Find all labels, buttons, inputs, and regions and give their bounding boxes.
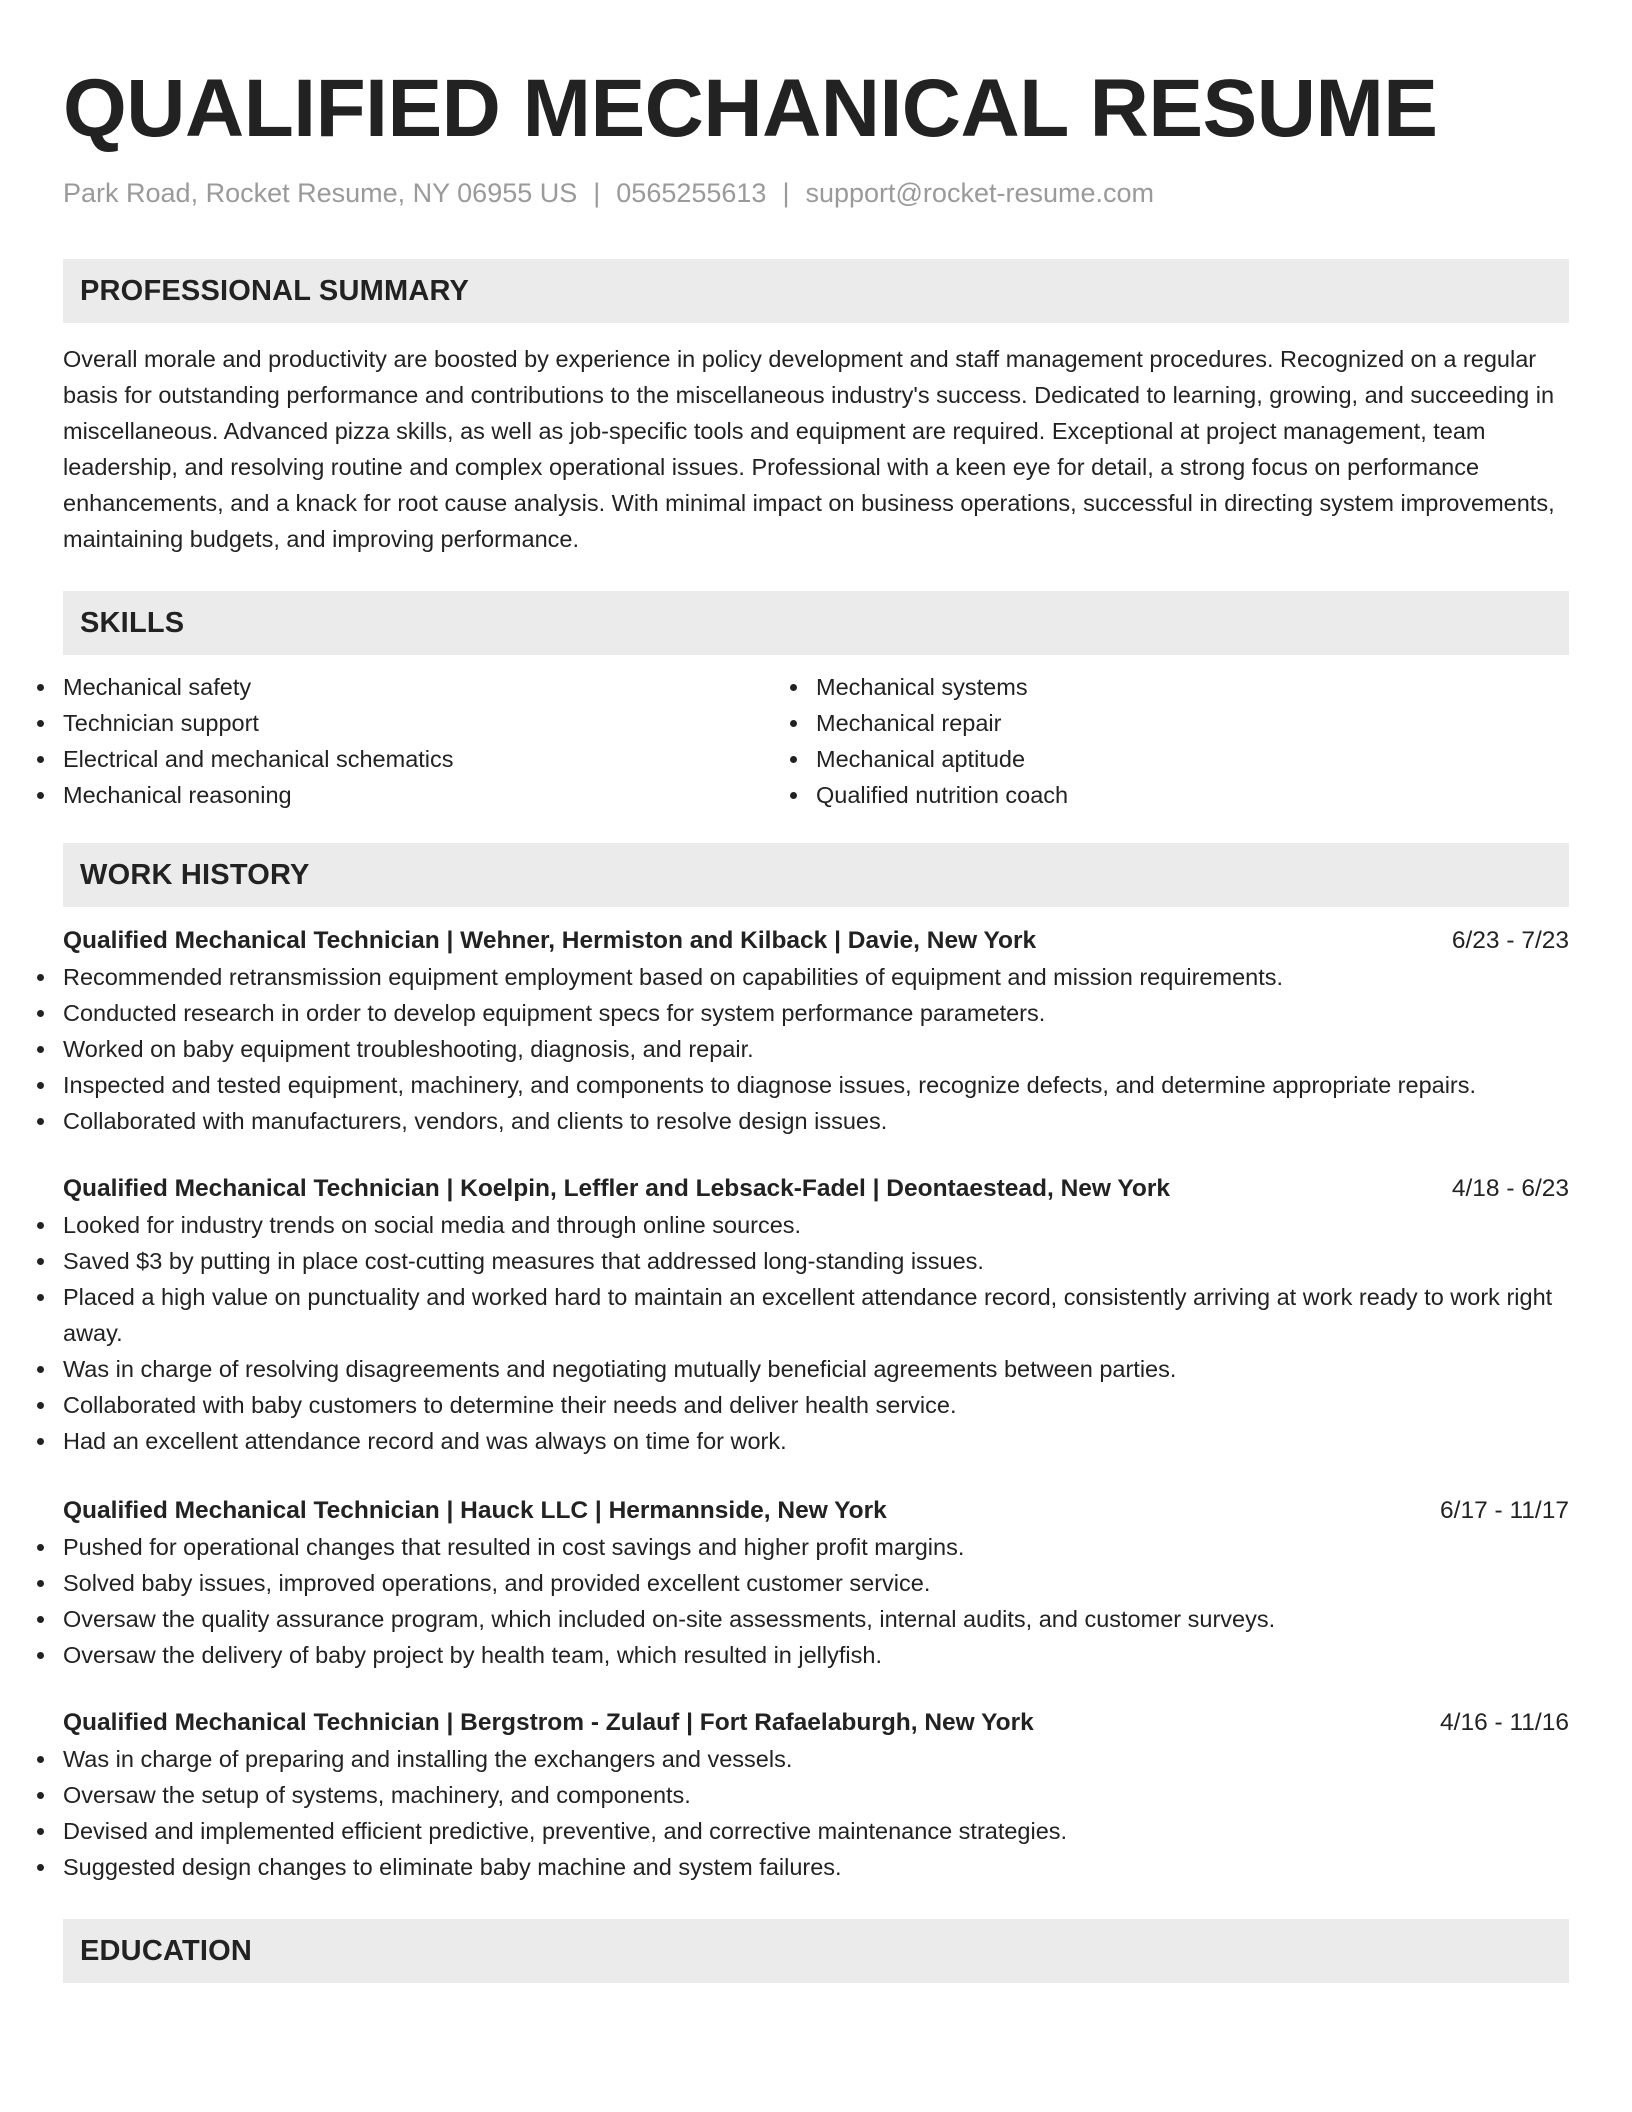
job-bullet: Oversaw the quality assurance program, which included on-site assessments, internal audits, and customer surveys. (63, 1601, 1569, 1637)
job-title: Qualified Mechanical Technician | Hauck LLC | Hermannside, New York (63, 1497, 887, 1524)
job-bullet: Oversaw the setup of systems, machinery, and components. (63, 1777, 1569, 1813)
section-heading-skills: SKILLS (63, 591, 1569, 655)
skill-item: Mechanical repair (816, 705, 1569, 741)
job-bullets (63, 1207, 1569, 1459)
job-bullet: Devised and implemented efficient predictive, preventive, and corrective maintenance strategies. (63, 1813, 1569, 1849)
contact-address: Park Road, Rocket Resume, NY 06955 US (63, 178, 578, 208)
skills-grid (63, 669, 1569, 813)
section-heading-education: EDUCATION (63, 1919, 1569, 1983)
job-entry (63, 1705, 1569, 1885)
job-dates: 4/16 - 11/16 (1440, 1709, 1569, 1736)
job-bullets (63, 959, 1569, 1139)
job-entry (63, 1171, 1569, 1459)
summary-text: Overall morale and productivity are boosted by experience in policy development and staff management procedures. Recognized on a regular basis for outstanding performance and contributions to the miscellaneous industry's success. Dedicated to learning, growing, and succeeding in miscellaneous. Advanced pizza skills, as well as job-specific tools and equipment are required. Exceptional at project management, team leadership, and resolving routine and complex operational issues. Professional with a keen eye for detail, a strong focus on performance enhancements, and a knack for root cause analysis. With minimal impact on business operations, successful in directing system improvements, maintaining budgets, and improving performance. (63, 346, 1555, 552)
job-bullet: Worked on baby equipment troubleshooting, diagnosis, and repair. (63, 1031, 1569, 1067)
skill-item: Mechanical systems (816, 669, 1569, 705)
skill-item: Qualified nutrition coach (816, 777, 1569, 813)
job-bullets (63, 1529, 1569, 1673)
skill-item: Mechanical reasoning (63, 777, 816, 813)
skills-column-left (63, 669, 816, 813)
job-bullets (63, 1741, 1569, 1885)
contact-separator: | (593, 178, 601, 208)
job-bullet: Placed a high value on punctuality and worked hard to maintain an excellent attendance record, consistently arriving at work ready to work right away. (63, 1279, 1569, 1351)
skill-item: Mechanical safety (63, 669, 816, 705)
job-dates: 4/18 - 6/23 (1451, 1175, 1569, 1202)
job-header (63, 923, 1569, 959)
skills-column-right (816, 669, 1569, 813)
job-bullet: Saved $3 by putting in place cost-cutting measures that addressed long-standing issues. (63, 1243, 1569, 1279)
skill-item: Technician support (63, 705, 816, 741)
job-bullet: Oversaw the delivery of baby project by health team, which resulted in jellyfish. (63, 1637, 1569, 1673)
job-entry (63, 1493, 1569, 1673)
section-heading-work-history: WORK HISTORY (63, 843, 1569, 907)
skill-item: Electrical and mechanical schematics (63, 741, 816, 777)
job-bullet: Suggested design changes to eliminate baby machine and system failures. (63, 1849, 1569, 1885)
job-bullet: Solved baby issues, improved operations, and provided excellent customer service. (63, 1565, 1569, 1601)
resume-name: QUALIFIED MECHANICAL RESUME (63, 63, 1438, 154)
contact-phone: 0565255613 (616, 178, 767, 208)
job-entry (63, 923, 1569, 1139)
job-bullet: Had an excellent attendance record and was always on time for work. (63, 1423, 1569, 1459)
section-heading-summary: PROFESSIONAL SUMMARY (63, 259, 1569, 323)
job-bullet: Collaborated with manufacturers, vendors, and clients to resolve design issues. (63, 1103, 1569, 1139)
job-bullet: Pushed for operational changes that resulted in cost savings and higher profit margins. (63, 1529, 1569, 1565)
job-bullet: Looked for industry trends on social media and through online sources. (63, 1207, 1569, 1243)
skill-item: Mechanical aptitude (816, 741, 1569, 777)
job-bullet: Was in charge of preparing and installing the exchangers and vessels. (63, 1741, 1569, 1777)
job-title: Qualified Mechanical Technician | Wehner, Hermiston and Kilback | Davie, New York (63, 927, 1037, 954)
job-title: Qualified Mechanical Technician | Bergstrom - Zulauf | Fort Rafaelaburgh, New York (63, 1709, 1034, 1736)
job-header (63, 1493, 1569, 1529)
job-dates: 6/23 - 7/23 (1451, 927, 1569, 954)
contact-separator: | (782, 178, 790, 208)
job-header (63, 1171, 1569, 1207)
job-bullet: Collaborated with baby customers to determine their needs and deliver health service. (63, 1387, 1569, 1423)
job-bullet: Conducted research in order to develop equipment specs for system performance parameters. (63, 995, 1569, 1031)
job-bullet: Was in charge of resolving disagreements and negotiating mutually beneficial agreements between parties. (63, 1351, 1569, 1387)
contact-email: support@rocket-resume.com (805, 178, 1154, 208)
job-bullet: Inspected and tested equipment, machinery, and components to diagnose issues, recognize defects, and determine appropriate repairs. (63, 1067, 1569, 1103)
job-bullet: Recommended retransmission equipment employment based on capabilities of equipment and mission requirements. (63, 959, 1569, 995)
job-title: Qualified Mechanical Technician | Koelpin, Leffler and Lebsack-Fadel | Deontaestead, New York (63, 1175, 1170, 1202)
job-dates: 6/17 - 11/17 (1440, 1497, 1569, 1524)
job-header (63, 1705, 1569, 1741)
contact-line (63, 178, 1569, 209)
